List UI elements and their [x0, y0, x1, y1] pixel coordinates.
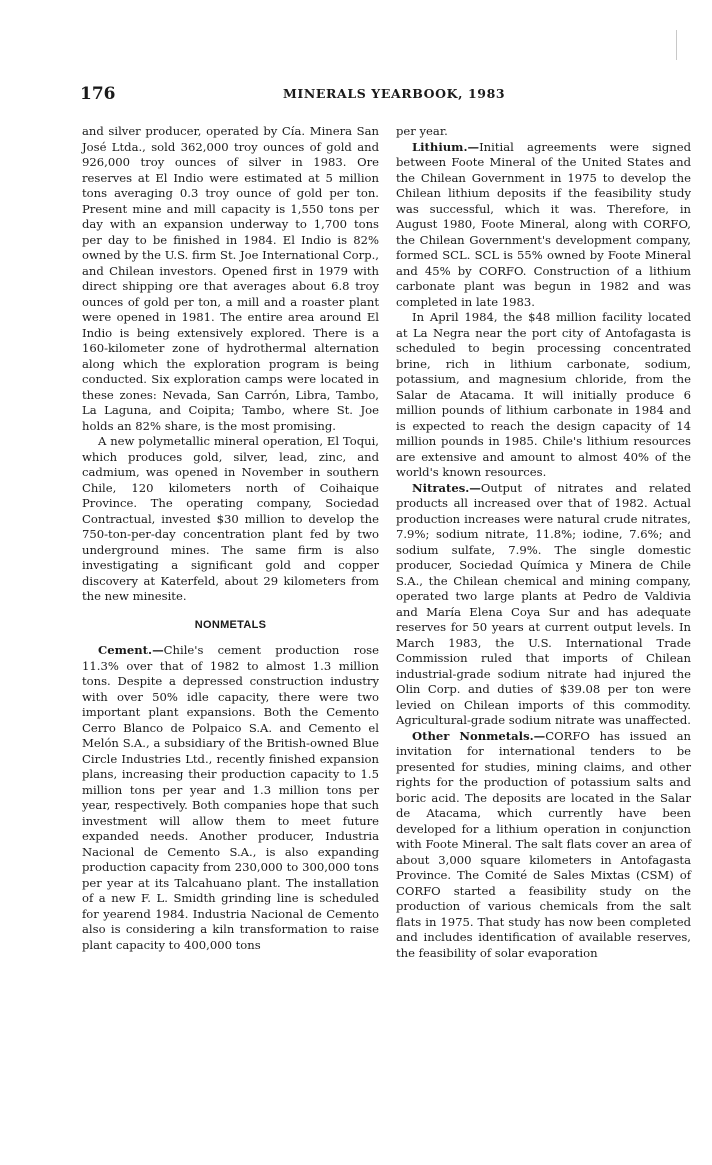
right-column	[396, 124, 691, 961]
paragraph-cement	[82, 643, 379, 953]
other-nonmetals-heading: Other Nonmetals.—	[412, 728, 546, 743]
paragraph-el-indio: and silver producer, operated by Cía. Minera San José Ltda., sold 362,000 troy ounces of gold and 926,000 troy ounces of silver in 1983. Ore reserves at El Indio were estimated at 5 million tons averaging 0.3 troy ounce of gold per ton. Present mine and mill capacity is 1,550 tons per day with an expansion underway to 1,700 tons per day to be finished in 1984. El Indio is 82% owned by the U.S. firm St. Joe International Corp., and Chilean investors. Opened first in 1979 with direct shipping ore that averages about 6.8 troy ounces of gold per ton, a mill and a roaster plant were opened in 1981. The entire area around El Indio is being extensively explored. There is a 160-kilometer zone of hydrothermal alternation along which the exploration program is being conducted. Six exploration camps were located in these zones: Nevada, San Carrón, Libra, Tambo, La Laguna, and Coipita; Tambo, where St. Joe holds an 82% share, is the most promising.	[82, 124, 379, 433]
paragraph-nitrates	[396, 481, 691, 729]
paragraph-april-1984: In April 1984, the $48 million facility located at La Negra near the port city of Antofagasta is scheduled to begin processing concentrated brine, rich in lithium carbonate, sodium, potassium, and magnesium chloride, from the Salar de Atacama. It will initially produce 6 million pounds of lithium carbonate in 1984 and is expected to reach the design capacity of 14 million pounds in 1985. Chile's lithium resources are extensive and amount to almost 40% of the world's known resources.	[396, 310, 691, 479]
scan-artifact-line	[676, 30, 677, 60]
left-column	[82, 124, 379, 953]
running-head: MINERALS YEARBOOK, 1983	[283, 86, 506, 101]
paragraph-other-nonmetals	[396, 729, 691, 962]
cement-text: Chile's cement production rose 11.3% over that of 1982 to almost 1.3 million tons. Despite a depressed construction industry with over 50% idle capacity, there were two important plant expansions. Both the Cemento Cerro Blanco de Polpaico S.A. and Cemento el Melón S.A., a subsidiary of the British-owned Blue Circle Industries Ltd., recently finished expansion plans, increasing their production capacity to 1.5 million tons per year and 1.3 million tons per year, respectively. Both companies hope that such investment will allow them to meet future expanded needs. Another producer, Industria Nacional de Cemento S.A., is also expanding production capacity from 230,000 to 300,000 tons per year at its Talcahuano plant. The installation of a new F. L. Smidth grinding line is scheduled for yearend 1984. Industria Nacional de Cemento also is considering a kiln transformation to raise plant capacity to 400,000 tons	[82, 643, 379, 952]
nitrates-heading: Nitrates.—	[412, 480, 481, 495]
lithium-heading: Lithium.—	[412, 139, 480, 154]
lithium-text: Initial agreements were signed between Foote Mineral of the United States and the Chilean Government in 1975 to develop the Chilean lithium deposits if the feasibility study was successful, which it was. Therefore, in August 1980, Foote Mineral, along with CORFO, the Chilean Government's development company, formed SCL. SCL is 55% owned by Foote Mineral and 45% by CORFO. Construction of a lithium carbonate plant was begun in 1982 and was completed in late 1983.	[396, 139, 691, 309]
cement-heading: Cement.—	[98, 643, 164, 657]
section-title-nonmetals: NONMETALS	[194, 618, 267, 631]
paragraph-per-year: per year.	[396, 124, 448, 138]
paragraph-el-toqui: A new polymetallic mineral operation, El Toqui, which produces gold, silver, lead, zinc, and cadmium, was opened in November in southern Chile, 120 kilometers north of Coihaique Province. The operating company, Sociedad Contractual, invested $30 million to develop the 750-ton-per-day concentration plant fed by two underground mines. The same firm is also investigating a significant gold and copper discovery at Katerfeld, about 29 kilometers from the new minesite.	[82, 434, 379, 603]
page-number: 176	[80, 84, 116, 104]
other-nonmetals-text: CORFO has issued an invitation for international tenders to be presented for studies, mining claims, and other rights for the production of potassium salts and boric acid. The deposits are located in the Salar de Atacama, which currently have been developed for a lithium operation in conjunction with Foote Mineral. The salt flats cover an area of about 3,000 square kilometers in Antofagasta Province. The Comité de Sales Mixtas (CSM) of CORFO started a feasibility study on the production of various chemicals from the salt flats in 1975. That study has now been completed and includes identification of available reserves, the feasibility of solar evaporation	[396, 728, 691, 960]
paragraph-lithium	[396, 140, 691, 311]
nitrates-text: Output of nitrates and related products all increased over that of 1982. Actual production increases were natural crude nitrates, 7.9%; sodium nitrate, 11.8%; iodine, 7.6%; and sodium sulfate, 7.9%. The single domestic producer, Sociedad Química y Minera de Chile S.A., the Chilean chemical and mining company, operated two large plants at Pedro de Valdivia and María Elena Coya Sur and has adequate reserves for 50 years at current output levels. In March 1983, the U.S. International Trade Commission ruled that imports of Chilean industrial-grade sodium nitrate had injured the Olin Corp. and duties of $39.08 per ton were levied on Chilean imports of this commodity. Agricultural-grade sodium nitrate was unaffected.	[396, 480, 691, 727]
